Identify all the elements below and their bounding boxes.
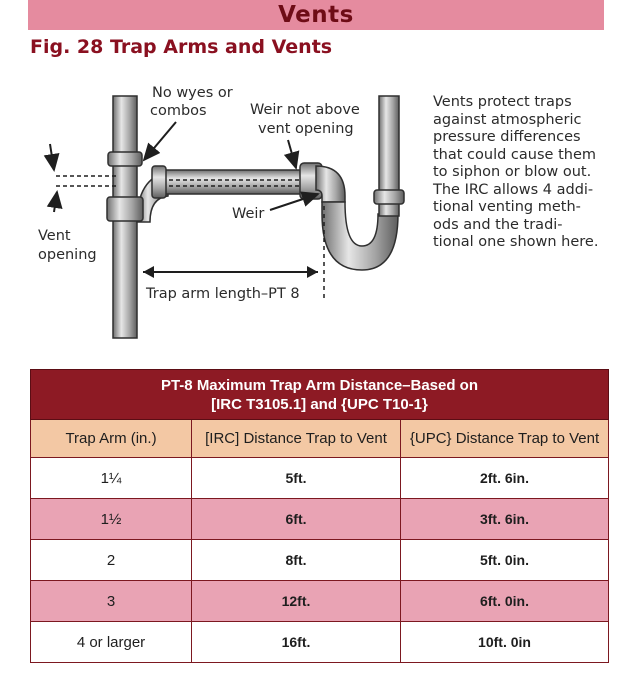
note-line: against atmospheric xyxy=(433,111,582,128)
cell-trap-arm: 2 xyxy=(31,540,192,581)
note-line: pressure differences xyxy=(433,129,581,145)
arm-coupling-left xyxy=(152,166,166,198)
note-line: that could cause them xyxy=(433,146,596,163)
note-line: tional one shown here. xyxy=(433,234,599,250)
column-header-upc: {UPC} Distance Trap to Vent xyxy=(401,420,609,458)
cell-upc-distance: 10ft. 0in xyxy=(401,622,609,663)
trap-nut xyxy=(374,190,404,204)
cell-irc-distance: 16ft. xyxy=(192,622,401,663)
figure-title: Fig. 28 Trap Arms and Vents xyxy=(30,36,333,58)
cell-irc-distance: 8ft. xyxy=(192,540,401,581)
table-title-line2: [IRC T3105.1] and {UPC T10-1} xyxy=(211,395,428,413)
label-vent-opening-top: vent opening xyxy=(258,121,354,137)
tee-hub xyxy=(107,197,143,221)
cell-trap-arm: 4 or larger xyxy=(31,622,192,663)
label-combos: combos xyxy=(150,103,207,119)
note-line: to siphon or blow out. xyxy=(433,164,592,180)
label-weir-not-above: Weir not above xyxy=(250,102,360,118)
table-title-line1: PT-8 Maximum Trap Arm Distance–Based on xyxy=(160,376,479,394)
label-opening: opening xyxy=(38,247,97,263)
cell-upc-distance: 6ft. 0in. xyxy=(401,581,609,622)
column-header-trap-arm: Trap Arm (in.) xyxy=(31,420,192,458)
cell-trap-arm: 1¼ xyxy=(31,458,192,499)
cell-upc-distance: 2ft. 6in. xyxy=(401,458,609,499)
column-header-irc: [IRC] Distance Trap to Vent xyxy=(192,420,401,458)
cell-upc-distance: 5ft. 0in. xyxy=(401,540,609,581)
cell-irc-distance: 5ft. xyxy=(192,458,401,499)
note-line: ods and the tradi- xyxy=(433,216,563,233)
vent-explanation xyxy=(433,94,608,252)
cell-upc-distance: 3ft. 6in. xyxy=(401,499,609,540)
note-line: tional venting meth- xyxy=(433,199,581,215)
table-row xyxy=(31,581,609,622)
label-weir: Weir xyxy=(232,206,265,222)
label-trap-arm-length: Trap arm length–PT 8 xyxy=(146,286,300,302)
cell-trap-arm: 1½ xyxy=(31,499,192,540)
label-no-wyes: No wyes or xyxy=(152,85,233,101)
cell-irc-distance: 12ft. xyxy=(192,581,401,622)
cell-trap-arm: 3 xyxy=(31,581,192,622)
note-line: Vents protect traps xyxy=(433,94,572,110)
label-vent: Vent xyxy=(38,228,71,244)
table-row xyxy=(31,540,609,581)
trap-arm-distance-table xyxy=(30,369,609,663)
table-row xyxy=(31,622,609,663)
table-row xyxy=(31,458,609,499)
trap-arm-pipe xyxy=(160,170,308,194)
stack-fitting xyxy=(108,152,142,166)
cell-irc-distance: 6ft. xyxy=(192,499,401,540)
note-line: The IRC allows 4 addi- xyxy=(433,181,594,198)
section-title: Vents xyxy=(278,2,354,28)
table-title xyxy=(31,370,609,420)
table-row xyxy=(31,499,609,540)
